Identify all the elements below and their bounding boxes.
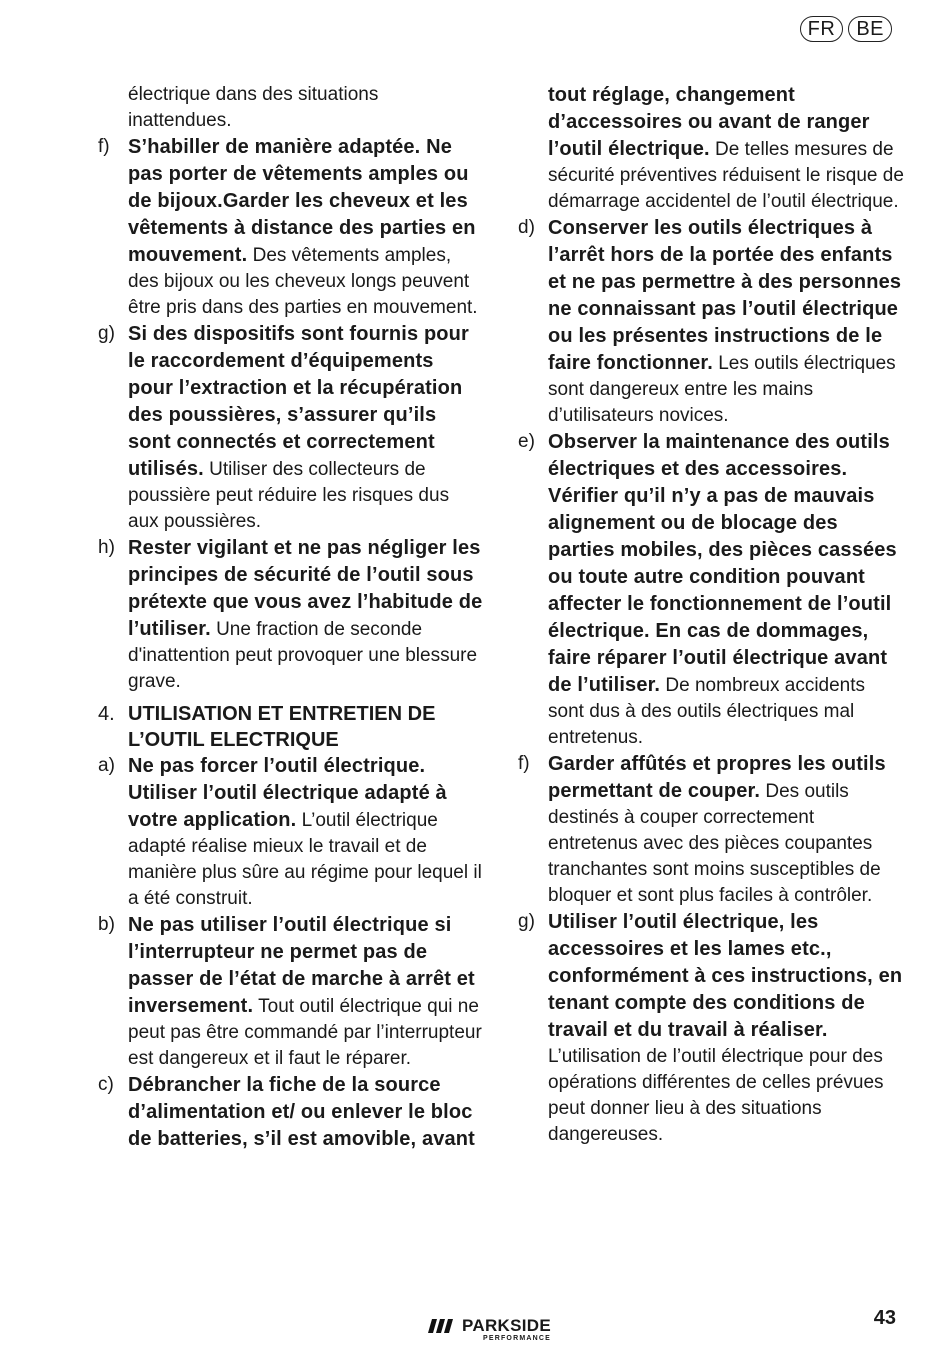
item-g-left: [98, 321, 484, 535]
item-label: g): [98, 323, 115, 344]
item-text: Tout outil électrique qui ne peut pas être commandé par l’interrupteur est dangereux et il faut le réparer.: [128, 996, 482, 1069]
item-bold: Ne pas forcer l’outil électrique. Utiliser l’outil électrique adapté à votre application.: [128, 755, 447, 831]
item-bold: Débrancher la fiche de la source d’alimentation et/ ou enlever le bloc de batteries, s’il est amovible, avant: [128, 1074, 475, 1150]
item-label: b): [98, 914, 115, 935]
page-number: 43: [873, 1307, 896, 1329]
brand-name: PARKSIDE: [462, 1316, 551, 1335]
item-bold: Observer la maintenance des outils électriques et des accessoires. Vérifier qu’il n’y a pas de mauvais alignement ou de blocage des parties mobiles, des pièces cassées ou toute autre condition pouvant affecter le fonctionnement de l’outil électrique. En cas de dommages, faire réparer l’outil électrique avant de l’utiliser.: [548, 431, 897, 696]
intro-text-body: électrique dans des situations inattendues.: [128, 84, 379, 131]
item-g-right: [518, 909, 904, 1148]
item-e: [518, 429, 904, 751]
item-label: f): [98, 136, 110, 157]
stripes-icon: [428, 1319, 454, 1333]
item-f-right: [518, 751, 904, 909]
item-d: [518, 215, 904, 429]
intro-text: [128, 82, 484, 134]
item-text: Des vêtements amples, des bijoux ou les cheveux longs peuvent être pris dans des parties en mouvement.: [128, 245, 478, 318]
item-text: De nombreux accidents sont dus à des outils électriques mal entretenus.: [548, 675, 866, 748]
item-a: [98, 753, 484, 912]
item-c: [98, 1072, 484, 1153]
item-text: Les outils électriques sont dangereux entre les mains d’utilisateurs novices.: [548, 353, 896, 426]
item-bold: Conserver les outils électriques à l’arrêt hors de la portée des enfants et ne pas permettre à des personnes ne connaissant pas l’outil électrique ou les présentes instructions de le faire fonctionner.: [548, 217, 902, 374]
item-f-left: [98, 134, 484, 321]
item-bold: S’habiller de manière adaptée. Ne pas porter de vêtements amples ou de bijoux.Garder les cheveux et les vêtements à distance des parties en mouvement.: [128, 136, 476, 266]
section-heading: [98, 701, 484, 753]
item-label: g): [518, 911, 535, 932]
item-bold: Utiliser l’outil électrique, les accessoires et les lames etc., conformément à ces instructions, en tenant compte des conditions de travail et du travail à réaliser.: [548, 911, 903, 1041]
badge-fr: FR: [800, 16, 844, 42]
badge-be: BE: [848, 16, 892, 42]
item-bold: Ne pas utiliser l’outil électrique si l’interrupteur ne permet pas de passer de l’état de marche à arrêt et inversement.: [128, 914, 475, 1017]
item-h-left: [98, 535, 484, 695]
item-b: [98, 912, 484, 1072]
language-badges: [800, 16, 892, 42]
item-text: Utiliser des collecteurs de poussière peut réduire les risques dus aux poussières.: [128, 459, 450, 532]
item-bold: Si des dispositifs sont fournis pour le raccordement d’équipements pour l’extraction et la récupération des poussières, s’assurer qu’ils sont connectés et correctement utilisés.: [128, 323, 469, 480]
brand-sub: PERFORMANCE: [482, 1335, 551, 1342]
item-text: De telles mesures de sécurité préventives réduisent le risque de démarrage accidentel de l’outil électrique.: [548, 139, 904, 212]
item-label: d): [518, 217, 535, 238]
item-text: L’outil électrique adapté réalise mieux le travail et de manière plus sûre au régime pour lequel il a été construit.: [128, 810, 482, 909]
item-label: h): [98, 537, 115, 558]
section-title: UTILISATION ET ENTRETIEN DE L’OUTIL ELECTRIQUE: [128, 703, 436, 751]
item-label: e): [518, 431, 535, 452]
left-column: [98, 82, 484, 1153]
item-text: L’utilisation de l’outil électrique pour des opérations différentes de celles prévues peut donner lieu à des situations dangereuses.: [548, 1046, 884, 1145]
item-bold: Garder affûtés et propres les outils permettant de couper.: [548, 753, 886, 802]
right-column: [518, 82, 904, 1148]
parkside-logo: [428, 1316, 551, 1342]
item-label: c): [98, 1074, 114, 1095]
item-c-continued: [548, 82, 904, 215]
item-text: Une fraction de seconde d'inattention peut provoquer une blessure grave.: [128, 619, 478, 692]
section-number: 4.: [98, 703, 115, 725]
item-label: a): [98, 755, 115, 776]
item-text: Des outils destinés à couper correctement entretenus avec des pièces coupantes tranchantes sont moins susceptibles de bloquer et sont plus faciles à contrôler.: [548, 781, 881, 906]
item-label: f): [518, 753, 530, 774]
item-bold: Rester vigilant et ne pas négliger les principes de sécurité de l’outil sous prétexte que vous avez l’habitude de l’utiliser.: [128, 537, 483, 640]
item-bold: tout réglage, changement d’accessoires ou avant de ranger l’outil électrique.: [548, 84, 870, 160]
